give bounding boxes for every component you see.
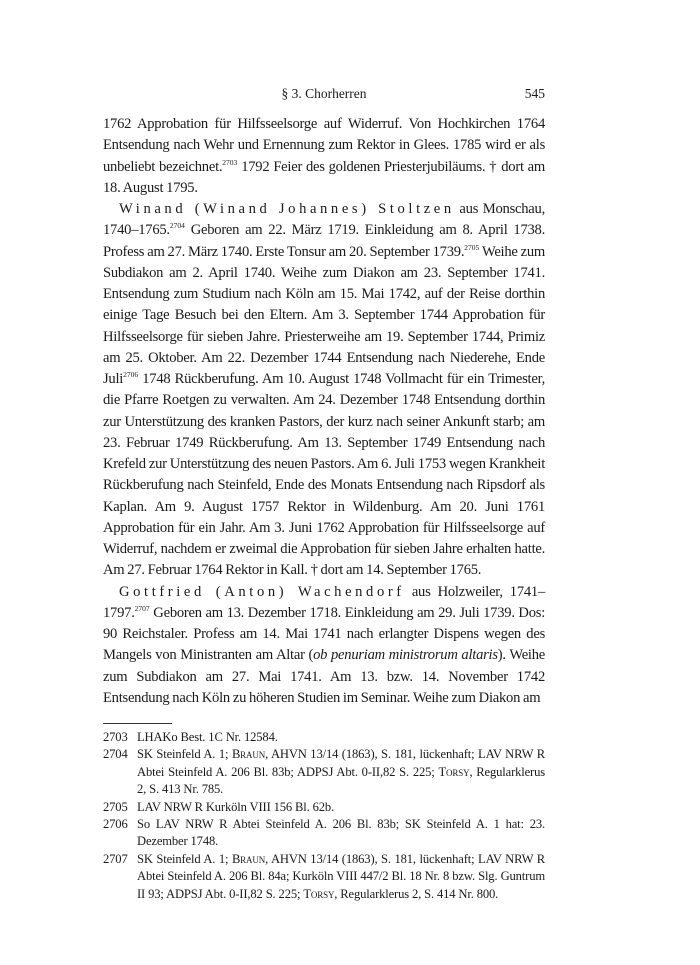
footnote-ref[interactable]: 2707 (134, 603, 150, 613)
text-run: , Regularklerus 2, S. 413 Nr. 785. (137, 764, 545, 797)
text-run: aus Monschau, 1740–1765. (103, 201, 545, 239)
text-run: aus Holzweiler, 1741–1797. (103, 583, 546, 621)
text-run: SK Steinfeld A. 1; (137, 747, 232, 762)
text-run: , AHVN 13/14 (1863), S. 181, lückenhaft; LAV NRW R Abtei Steinfeld A. 206 Bl. 83b; ADPSJ Abt. 0-II,82 S. 225; (137, 747, 546, 779)
footnote-separator (103, 723, 172, 724)
text-run: ). Weihe zum Subdiakon am 27. Mai 1741. Am 13. bzw. 14. November 1742 Entsendung nach Köln zu höheren Studien im Seminar. Weihe zum Diakon am (103, 647, 546, 706)
person-name: Winand (Winand Johannes) Stoltzen (119, 201, 455, 217)
text-run: 1748 Rückberufung. Am 10. August 1748 Vollmacht für ein Trimester, die Pfarre Roetgen zu verwalten. Am 24. Dezember 1748 Entsendung dorthin zur Unterstützung des kranken Pastors, der kurz nach seiner Ankunft starb; am 23. Februar 1749 Rückberufung. Am 13. September 1749 Entsendung nach Krefeld zur Unterstützung des neuen Pastors. Am 6. Juli 1753 wegen Krankheit Rückberufung nach Steinfeld, Ende des Monats Entsendung nach Ripsdorf als Kaplan. Am 9. August 1757 Rektor in Wildenburg. Am 20. Juni 1761 Approbation für ein Jahr. Am 3. Juni 1762 Approbation für Hilfsseelsorge auf Widerruf, nachdem er zweimal die Approbation für sieben Jahre erhalten hatte. Am 27. Februar 1764 Rektor in Kall. † dort am 14. September 1765. (103, 371, 545, 579)
author-name: Torsy (303, 886, 335, 901)
footnote-ref[interactable]: 2703 (222, 157, 238, 167)
footnote-number: 2704 (103, 747, 128, 762)
footnote-2703 (103, 729, 545, 746)
footnote-number: 2706 (103, 817, 128, 832)
text-run: Geboren am 13. Dezember 1718. Einkleidung am 29. Juli 1739. Dos: 90 Reichstaler. Profess am 14. Mai 1741 nach erlangter Dispens wegen des Mangels von Ministranten am Altar ( (103, 604, 545, 664)
footnote-text (137, 729, 545, 746)
footnote-text (137, 799, 545, 816)
author-name: Braun (231, 851, 266, 866)
footnote-text (137, 851, 545, 903)
footnote-ref[interactable]: 2704 (169, 221, 185, 231)
footnote-2704 (103, 746, 545, 798)
running-header (103, 84, 545, 104)
footnote-text (137, 746, 545, 798)
footnote-ref[interactable]: 2706 (123, 370, 139, 379)
text-run: 1792 Feier des goldenen Priesterjubiläums. † dort am 18. August 1795. (103, 158, 546, 196)
author-name: Braun (231, 747, 266, 762)
entry-stoltzen (103, 199, 545, 582)
text-run: SK Steinfeld A. 1; (137, 851, 232, 866)
text-run: Weihe zum Subdiakon am 2. April 1740. Weihe zum Diakon am 23. September 1741. Entsendung zum Studium nach Köln am 15. Mai 1742, auf der Reise dorthin einige Tage Besuch bei den Eltern. Am 3. September 1744 Approbation für Hilfsseelsorge für sieben Jahre. Priesterweihe am 19. September 1744, Primiz am 25. Oktober. Am 22. Dezember 1744 Entsendung nach Niederehe, Ende Juli (103, 243, 545, 387)
person-name: Gottfried (Anton) Wachendorf (119, 583, 405, 600)
footnote-number: 2703 (103, 730, 128, 744)
main-text (103, 114, 545, 709)
entry-wachendorf (103, 582, 545, 710)
footnote-2705 (103, 799, 545, 816)
text-run: LHAKo Best. 1C Nr. 12584. (137, 730, 278, 744)
paragraph-continuation (103, 114, 545, 199)
text-run: LAV NRW R Kurköln VIII 156 Bl. 62b. (137, 799, 335, 814)
text-run: Geboren am 22. März 1719. Einkleidung am 8. April 1738. Profess am 27. März 1740. Erste Tonsur am 20. September 1739. (103, 222, 545, 260)
footnote-text (137, 816, 545, 851)
running-title: § 3. Chorherren (281, 86, 367, 101)
latin-quote: ob penuriam ministrorum altaris (313, 647, 498, 664)
page-number: 545 (524, 86, 545, 101)
footnote-2707 (103, 851, 545, 903)
author-name: Torsy (438, 764, 470, 779)
footnote-number: 2707 (103, 851, 128, 866)
text-run: So LAV NRW R Abtei Steinfeld A. 206 Bl. 83b; SK Steinfeld A. 1 hat: 23. Dezember 1748. (137, 817, 545, 849)
text-run: , Regularklerus 2, S. 414 Nr. 800. (334, 886, 499, 901)
footnote-number: 2705 (103, 799, 128, 814)
footnote-2706 (103, 816, 545, 851)
text-run: , AHVN 13/14 (1863), S. 181, lückenhaft; LAV NRW R Abtei Steinfeld A. 206 Bl. 84a; Kurköln VIII 447/2 Bl. 18 Nr. 8 bzw. Slg. Guntrum II 93; ADPSJ Abt. 0-II,82 S. 225; (137, 851, 546, 901)
footnote-ref[interactable]: 2705 (464, 242, 480, 252)
footnotes (103, 729, 545, 903)
text-run: 1762 Approbation für Hilfsseelsorge auf Widerruf. Von Hochkirchen 1764 Entsendung nach Wehr und Ernennung zum Rektor in Glees. 1785 wird er als unbeliebt bezeichnet. (103, 116, 545, 175)
